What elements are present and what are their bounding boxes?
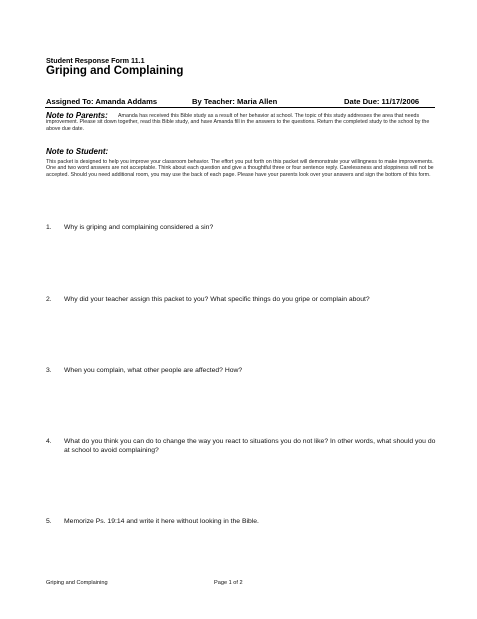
teacher-name: By Teacher: Maria Allen <box>192 97 278 106</box>
footer-title: Griping and Complaining <box>46 580 108 586</box>
due-date: Date Due: 11/17/2006 <box>344 97 420 106</box>
form-id: Student Response Form 11.1 <box>46 56 145 65</box>
question-number: 1. <box>46 224 52 231</box>
note-to-parents-text: Amanda has received this Bible study as a result of her behavior at school. The topic of this study addresses the area that needs improvement. Please sit down together, read this Bible study, and have Amanda fill in the answers to the questions. Return the completed study to the school by the above due date. <box>46 113 430 132</box>
question-text: When you complain, what other people are affected? How? <box>64 367 243 374</box>
page-number: Page 1 of 2 <box>214 580 243 586</box>
question-number: 2. <box>46 296 52 303</box>
question-number: 5. <box>46 518 52 525</box>
question-number: 3. <box>46 367 52 374</box>
note-to-parents-heading: Note to Parents: <box>46 111 108 120</box>
note-to-student-text: This packet is designed to help you improve your classroom behavior. The effort you put forth on this packet will demonstrate your willingness to make improvements. One and two word answers are not acceptable. Think about each question and give a thoughtful three or four sentence reply. Carelessness and sloppiness will not be accepted. Should you need additional room, you may use the back of each page. Please have your parents look over your answers and sign the bottom of this form. <box>46 159 434 178</box>
question-text: Memorize Ps. 19:14 and write it here without looking in the Bible. <box>64 518 259 525</box>
question-text: Why is griping and complaining considered a sin? <box>64 224 214 231</box>
note-to-student-heading: Note to Student: <box>46 147 109 156</box>
question-text: Why did your teacher assign this packet to you? What specific things do you gripe or complain about? <box>64 296 370 303</box>
header-divider <box>45 107 435 108</box>
document-title: Griping and Complaining <box>46 65 184 77</box>
assigned-to: Assigned To: Amanda Addams <box>46 97 158 106</box>
question-number: 4. <box>46 438 52 445</box>
question-text: What do you think you can do to change the way you react to situations you do not like? In other words, what should you do at school to avoid complaining? <box>64 438 436 454</box>
